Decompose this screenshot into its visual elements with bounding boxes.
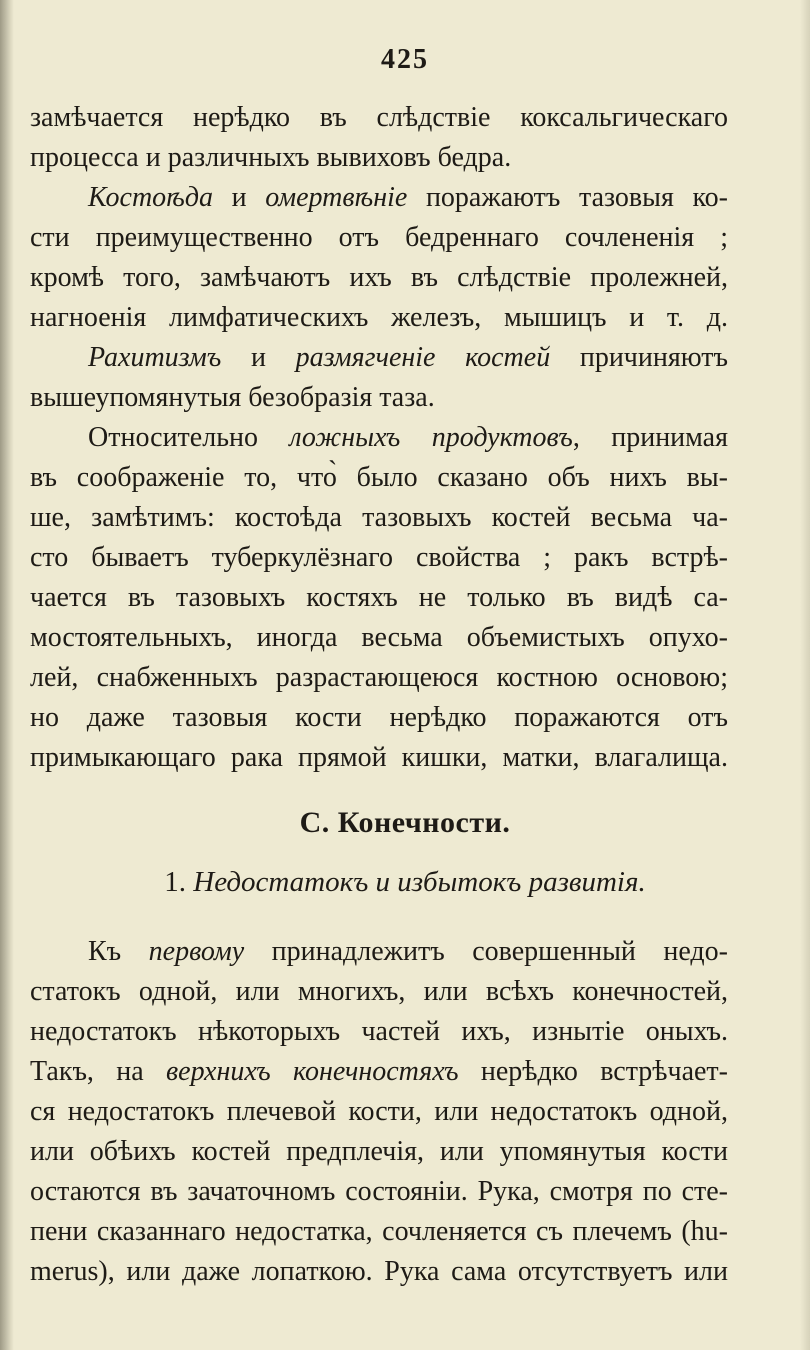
italic-term: омертвѣніе (265, 182, 408, 213)
text-span: нерѣдко встрѣчает- (458, 1056, 728, 1087)
text-line: лей, снабженныхъ разрастающеюся костною основою; (30, 662, 728, 693)
subsection-title: Недостатокъ и избытокъ развитія. (193, 866, 646, 898)
paragraph-line (30, 178, 728, 218)
text-line: нагноенія лимфатическихъ железъ, мышицъ и т. д. (30, 302, 728, 333)
italic-term: первому (148, 936, 245, 967)
text-line: замѣчается нерѣдко въ слѣдствіе коксальгическаго (30, 102, 728, 133)
text-line: сто бываетъ туберкулёзнаго свойства ; ракъ встрѣ- (30, 542, 728, 573)
lower-text-block (30, 932, 728, 1292)
text-line: пени сказаннаго недостатка, сочленяется съ плечемъ (hu- (30, 1216, 728, 1247)
text-line: процесса и различныхъ вывиховъ бедра. (30, 142, 512, 173)
italic-term: Костоѣда (88, 182, 214, 213)
italic-term: Рахитизмъ (88, 342, 222, 373)
italic-term: размягченіе костей (295, 342, 551, 373)
text-span: принадлежитъ совершенный недо- (244, 936, 728, 967)
text-line: или обѣихъ костей предплечія, или упомянутыя кости (30, 1136, 728, 1167)
text-line: въ соображеніе то, что̀ было сказано объ нихъ вы- (30, 462, 728, 493)
text-span: , принимая (572, 422, 728, 453)
section-heading: С. Конечности. (299, 806, 511, 839)
text-line: merus), или даже лопаткою. Рука сама отсутствуетъ или (30, 1256, 728, 1287)
paragraph-line (30, 338, 728, 378)
text-line: остаются въ зачаточномъ состояніи. Рука, смотря по сте- (30, 1176, 728, 1207)
text-span: и (221, 342, 296, 373)
page-right-edge (800, 0, 810, 1350)
paragraph-line (30, 1052, 728, 1092)
text-line: чается въ тазовыхъ костяхъ не только въ видѣ са- (30, 582, 728, 613)
italic-term: ложныхъ продуктовъ (289, 422, 573, 453)
paragraph-line (30, 418, 728, 458)
text-span: Къ (88, 936, 149, 967)
text-line: кромѣ того, замѣчаютъ ихъ въ слѣдствіе пролежней, (30, 262, 728, 293)
text-line: примыкающаго рака прямой кишки, матки, влагалища. (30, 742, 728, 773)
text-line: статокъ одной, или многихъ, или всѣхъ конечностей, (30, 976, 728, 1007)
text-span: и (213, 182, 266, 213)
text-span: Такъ, на (30, 1056, 167, 1087)
text-line: мостоятельныхъ, иногда весьма объемистыхъ опухо- (30, 622, 728, 653)
subsection-heading (0, 866, 810, 899)
text-line: вышеупомянутыя безобразія таза. (30, 382, 435, 413)
text-span: Относительно (88, 422, 290, 453)
text-line: недостатокъ нѣкоторыхъ частей ихъ, изнытіе оныхъ. (30, 1016, 728, 1047)
italic-term: верхнихъ конечностяхъ (166, 1056, 459, 1087)
upper-text-block (30, 98, 728, 778)
text-line: ся недостатокъ плечевой кости, или недостатокъ одной, (30, 1096, 728, 1127)
text-span: поражаютъ тазовыя ко- (407, 182, 728, 213)
text-span: причиняютъ (550, 342, 729, 373)
page-number: 425 (381, 44, 429, 75)
text-line: сти преимущественно отъ бедреннаго сочлененія ; (30, 222, 728, 253)
subsection-number: 1. (164, 866, 194, 898)
text-line: но даже тазовыя кости нерѣдко поражаются отъ (30, 702, 728, 733)
page-binding-edge (0, 0, 14, 1350)
text-line: ше, замѣтимъ: костоѣда тазовыхъ костей весьма ча- (30, 502, 728, 533)
paragraph-line (30, 932, 728, 972)
